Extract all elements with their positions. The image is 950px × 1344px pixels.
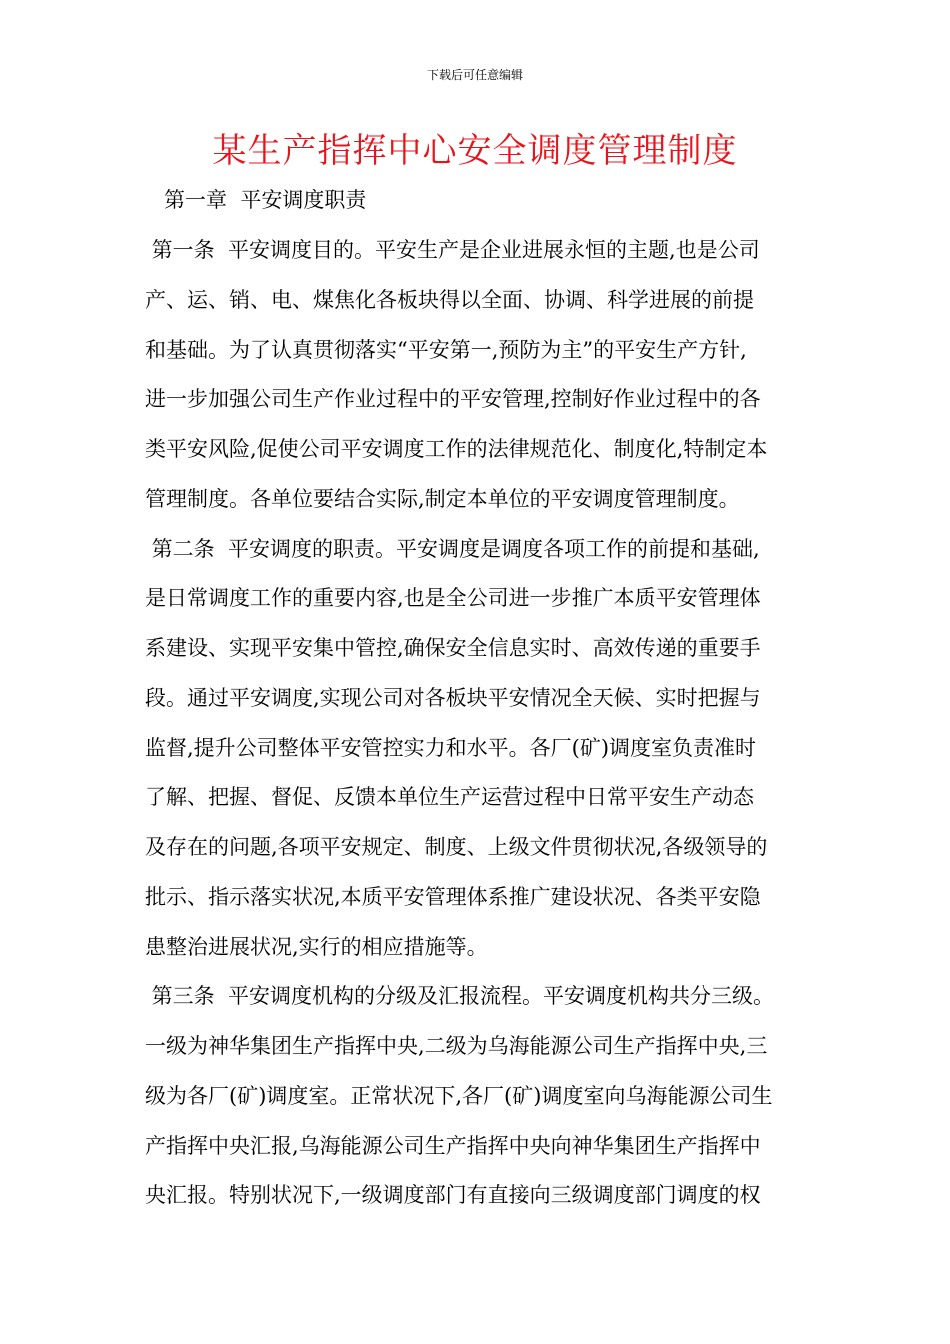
body-line: 第一条 平安调度目的。平安生产是企业进展永恒的主题,也是公司 xyxy=(145,238,760,262)
body-line: 第三条 平安调度机构的分级及汇报流程。平安调度机构共分三级。 xyxy=(145,984,775,1009)
body-line: 系建设、实现平安集中管控,确保安全信息实时、高效传递的重要手 xyxy=(145,636,761,660)
body-line: 第二条 平安调度的职责。平安调度是调度各项工作的前提和基础, xyxy=(145,536,760,561)
body-line: 产、运、销、电、煤焦化各板块得以全面、协调、科学进展的前提 xyxy=(145,287,754,312)
body-line: 及存在的问题,各项平安规定、制度、上级文件贯彻状况,各级领导的 xyxy=(145,835,768,859)
document-body xyxy=(145,226,809,1221)
body-line: 了解、把握、督促、反馈本单位生产运营过程中日常平安生产动态 xyxy=(145,785,754,810)
body-line: 进一步加强公司生产作业过程中的平安管理,控制好作业过程中的各 xyxy=(145,387,761,412)
body-line: 监督,提升公司整体平安管控实力和水平。各厂(矿)调度室负责准时 xyxy=(145,735,757,760)
body-line: 产指挥中央汇报,乌海能源公司生产指挥中央向神华集团生产指挥中 xyxy=(145,1133,761,1158)
document-title: 某生产指挥中心安全调度管理制度 xyxy=(212,131,738,171)
body-line: 和基础。为了认真贯彻落实“平安第一,预防为主”的平安生产方针, xyxy=(145,337,747,362)
body-line: 段。通过平安调度,实现公司对各板块平安情况全天候、实时把握与 xyxy=(145,685,761,710)
body-line: 管理制度。各单位要结合实际,制定本单位的平安调度管理制度。 xyxy=(145,486,740,511)
chapter-heading: 第一章 平安调度职责 xyxy=(164,188,367,212)
body-line: 类平安风险,促使公司平安调度工作的法律规范化、制度化,特制定本 xyxy=(145,437,768,461)
body-line: 患整治进展状况,实行的相应措施等。 xyxy=(145,934,488,959)
body-line: 央汇报。特别状况下,一级调度部门有直接向三级调度部门调度的权 xyxy=(145,1183,761,1208)
header-note: 下载后可任意编辑 xyxy=(426,68,523,82)
body-line: 级为各厂(矿)调度室。正常状况下,各厂(矿)调度室向乌海能源公司生 xyxy=(145,1083,773,1108)
body-line: 批示、指示落实状况,本质平安管理体系推广建设状况、各类平安隐 xyxy=(145,884,761,909)
body-line: 一级为神华集团生产指挥中央,二级为乌海能源公司生产指挥中央,三 xyxy=(145,1034,768,1058)
body-line: 是日常调度工作的重要内容,也是全公司进一步推广本质平安管理体 xyxy=(145,586,761,611)
